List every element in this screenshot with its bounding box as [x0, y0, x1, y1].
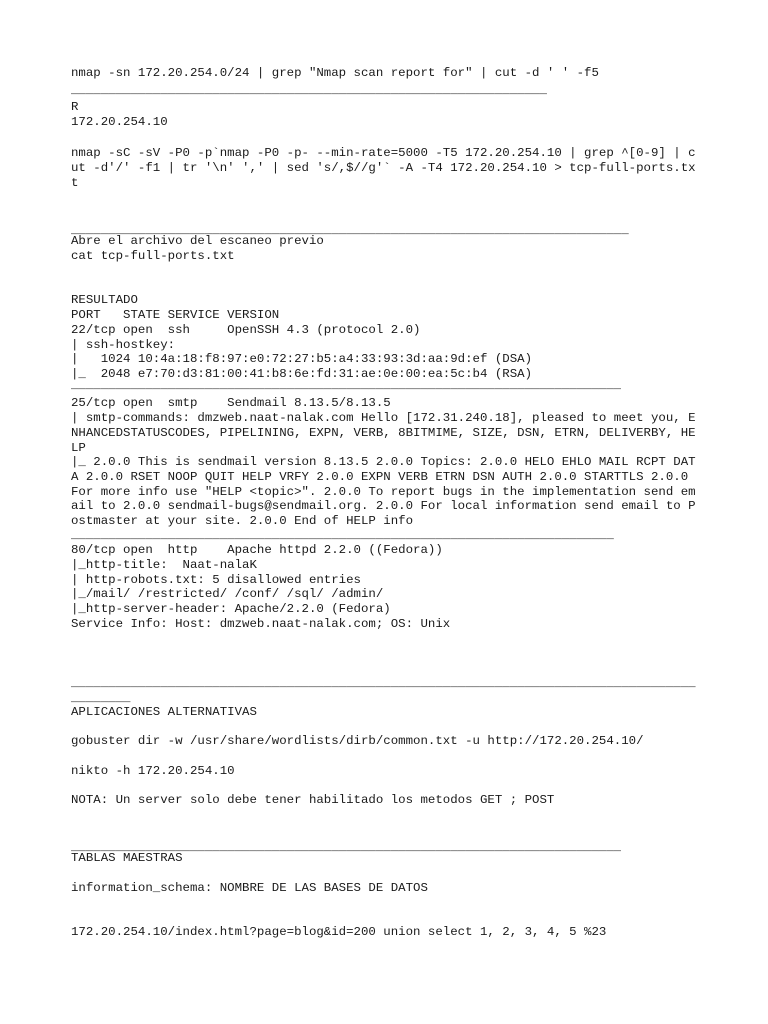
- cmd-gobuster: gobuster dir -w /usr/share/wordlists/dirb/common.txt -u http://172.20.254.10/: [71, 734, 644, 748]
- cmd-cat: cat tcp-full-ports.txt: [71, 249, 235, 263]
- result-title: RESULTADO: [71, 293, 138, 307]
- methods-note: NOTA: Un server solo debe tener habilitado los metodos GET ; POST: [71, 793, 555, 807]
- cmd-full-scan: nmap -sC -sV -P0 -p`nmap -P0 -p- --min-rate=5000 -T5 172.20.254.10 | grep ^[0-9] | cut -d'/' -f1 | tr '\n' ',' | sed 's/,$//g'` -A -T4 172.20.254.10 > tcp-full-ports.txt: [71, 146, 696, 190]
- http-line: 80/tcp open http Apache httpd 2.2.0 ((Fedora)): [71, 543, 443, 557]
- alt-title: APLICACIONES ALTERNATIVAS: [71, 705, 257, 719]
- result-label: R: [71, 100, 79, 114]
- tables-title: TABLAS MAESTRAS: [71, 851, 183, 865]
- cmd-ping-sweep: nmap -sn 172.20.254.0/24 | grep "Nmap scan report for" | cut -d ' ' -f5: [71, 66, 599, 80]
- cmd-nikto: nikto -h 172.20.254.10: [71, 764, 235, 778]
- rule-5: ____________________________________________________________________________________________: [71, 676, 696, 705]
- ssh-key-rsa: |_ 2048 e7:70:d3:81:00:41:b8:6e:fd:31:ae:0e:00:ea:5c:b4 (RSA): [71, 367, 533, 381]
- sqli-url: 172.20.254.10/index.html?page=blog&id=200 union select 1, 2, 3, 4, 5 %23: [71, 925, 607, 939]
- ssh-key-dsa: | 1024 10:4a:18:f8:97:e0:72:27:b5:a4:33:93:3d:aa:9d:ef (DSA): [71, 352, 533, 366]
- result-ip: 172.20.254.10: [71, 115, 168, 129]
- ssh-line: 22/tcp open ssh OpenSSH 4.3 (protocol 2.0): [71, 323, 421, 337]
- ssh-hostkey: | ssh-hostkey:: [71, 338, 176, 352]
- rule-1: ________________________________________________________________: [71, 83, 547, 97]
- http-server-header: |_http-server-header: Apache/2.2.0 (Fedora): [71, 602, 391, 616]
- open-file-desc: Abre el archivo del escaneo previo: [71, 234, 324, 248]
- smtp-line: 25/tcp open smtp Sendmail 8.13.5/8.13.5: [71, 396, 391, 410]
- rule-2: ___________________________________________________________________________: [71, 223, 629, 237]
- schema-note: information_schema: NOMBRE DE LAS BASES DE DATOS: [71, 881, 428, 895]
- smtp-help: |_ 2.0.0 This is sendmail version 8.13.5 2.0.0 Topics: 2.0.0 HELO EHLO MAIL RCPT DATA 2.0.0 RSET NOOP QUIT HELP VRFY 2.0.0 EXPN VERB ETRN DSN AUTH 2.0.0 STARTTLS 2.0.0 For more info use "HELP <topic>". 2.0.0 To report bugs in the implementation send email to 2.0.0 sendmail-bugs@sendmail.org. 2.0.0 For local information send email to Postmaster at your site. 2.0.0 End of HELP info: [71, 455, 696, 529]
- http-paths: |_/mail/ /restricted/ /conf/ /sql/ /admin/: [71, 587, 384, 601]
- http-robots: | http-robots.txt: 5 disallowed entries: [71, 573, 361, 587]
- rule-4: _________________________________________________________________________: [71, 528, 614, 542]
- rule-3: __________________________________________________________________________: [71, 378, 622, 392]
- http-title: |_http-title: Naat-nalaK: [71, 558, 257, 572]
- result-header: PORT STATE SERVICE VERSION: [71, 308, 280, 322]
- rule-6: __________________________________________________________________________: [71, 840, 622, 854]
- service-info: Service Info: Host: dmzweb.naat-nalak.com; OS: Unix: [71, 617, 451, 631]
- smtp-commands: | smtp-commands: dmzweb.naat-nalak.com Hello [172.31.240.18], pleased to meet you, ENHANCEDSTATUSCODES, PIPELINING, EXPN, VERB, 8BITMIME, SIZE, DSN, ETRN, DELIVERBY, HELP: [71, 411, 696, 455]
